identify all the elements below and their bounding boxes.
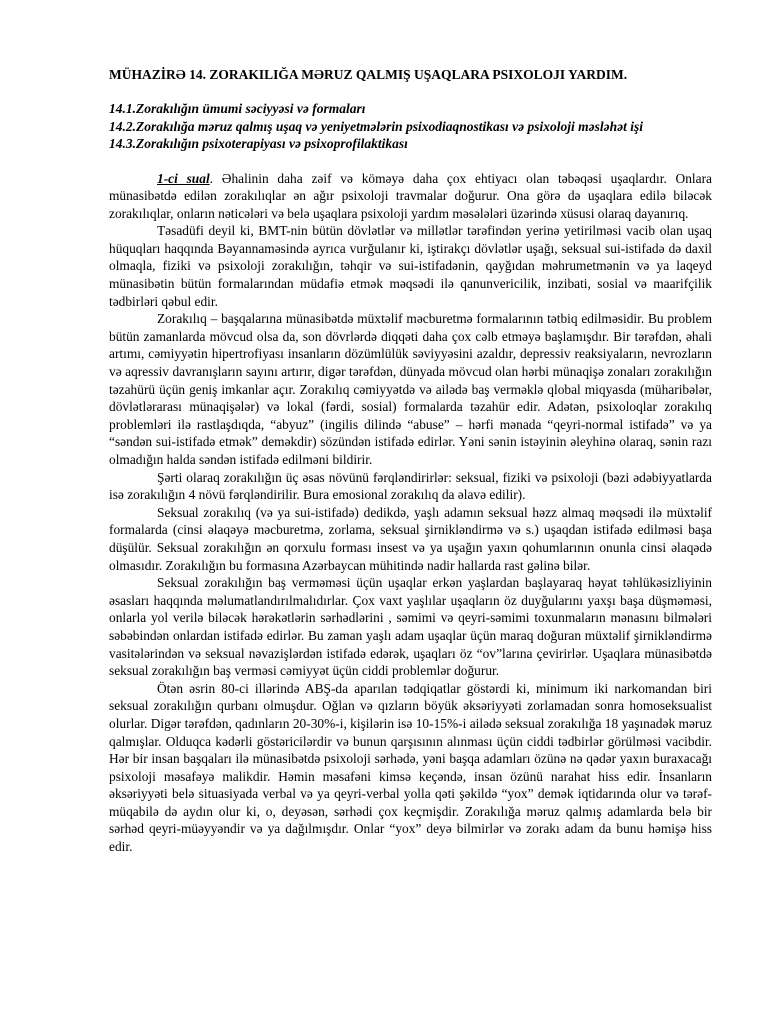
paragraph: Ötən əsrin 80-ci illərində ABŞ-da aparılan tədqiqatlar göstərdi ki, minimum iki narkomandan biri seksual zorakılığın qurbanı olmuşdur. Oğlan və qızların böyük əksəriyyəti zorlamadan sonra homoseksualist olurlar. Digər tərəfdən, qadınların 20-30%-i, kişilərin isə 10-15%-i ailədə seksual zorakılığa 18 yaşınadək məruz qalmışlar. Olduqca kədərli göstəricilərdir və bunun qarşısının alınması üçün ciddi tədbirlər görülməsi vacibdir. Hər bir insan başqaları ilə münasibətdə psixoloji sərhədə, yəni başqa adamları özünə nə qədər yaxın buraxacağı psixoloji məsafəyə malikdir. Həmin məsafəni kimsə keçəndə, insan özünü narahat hiss edir. İnsanların əksəriyyəti belə situasiyada verbal və ya qeyri-verbal yolla qəti şəkildə “yox” demək iqtidarında olur və tərəf-müqabilə də aydın olur ki, o, deyəsən, sərhədi çox keçmişdir. Zorakılığa məruz qalmış adamlarda belə bir sərhəd qeyri-müəyyəndir və ya dağılmışdır. Onlar “yox” deyə bilmirlər və zorakı adam da bunu həmişə hiss edir.	[109, 680, 712, 855]
page-content	[109, 66, 712, 856]
paragraph: Seksual zorakılığın baş verməməsi üçün uşaqlar erkən yaşlardan başlayaraq həyat təhlükəsizliyinin əsasları haqqında məlumatlandırılmalıdırlar. Çox vaxt yaşlılar uşaqların öz duyğularını yaxşı başa düşməməsi, onlarla yol verilə biləcək hərəkətlərin sərhədlərini , səmimi və qeyri-səmimi toxunmaların mənasını bilmələri səbəbindən onlardan istifadə edirlər. Bu zaman yaşlı adam uşaqlar üçün maraq doğuran müxtəlif şirnikləndirmə vasitələrindən və seksual nəvazişlərdən istifadə edərək, uşaqları öz “ov”larına çevirirlər. Uşaqlara münasibətdə seksual zorakılığın baş verməsi cəmiyyət üçün ciddi problemlər doğurur.	[109, 575, 712, 679]
outline-item: 14.1.Zorakılığın ümumi səciyyəsi və formaları	[109, 101, 366, 116]
outline-list	[109, 100, 712, 153]
outline-item: 14.3.Zorakılığın psixoterapiyası və psixoprofilaktikası	[109, 136, 408, 151]
paragraph: Seksual zorakılıq (və ya sui-istifadə) dedikdə, yaşlı adamın seksual həzz almaq məqsədi ilə müxtəlif formalarda (cinsi əlaqəyə məcburetmə, zorlama, seksual şirnikləndirmə və s.) uşaqdan istifadə edilməsi başa düşülür. Seksual zorakılığın ən qorxulu forması insest və ya uşağın yaxın qohumlarının onunla cinsi əlaqədə olmasıdır. Zorakılığın bu formasına Azərbaycan mühitində nadir hallarda rast gəlinə bilər.	[109, 504, 712, 573]
outline-item: 14.2.Zorakılığa məruz qalmış uşaq və yeniyetmələrin psixodiaqnostikası və psixoloji məsləhət işi	[109, 118, 643, 134]
paragraph: Şərti olaraq zorakılığın üç əsas növünü fərqləndirirlər: seksual, fiziki və psixoloji (bəzi ədəbiyyatlarda isə zorakılığın 4 növü fərqləndirilir. Bura emosional zorakılıq da əlavə edilir).	[109, 469, 712, 503]
paragraph: Zorakılıq – başqalarına münasibətdə müxtəlif məcburetmə formalarının tətbiq edilməsidir. Bu problem bütün zamanlarda mövcud olsa da, son dövrlərdə diqqəti daha çox cəlb etməyə başlamışdır. Bir tərəfdən, əhali artımı, cəmiyyətin hipertrofiyası insanların dözümlülük səviyyəsini azaldır, depressiv reaksiyaların, nevrozların və aqressiv davranışların sayını artırır, digər tərəfdən, dünyada mövcud olan hərbi münaqişə zonaları zorakılığın təzahürü üçün geniş imkanlar açır. Zorakılıq cəmiyyətdə və ailədə baş verməklə qlobal miqyasda (müharibələr, dövlətlərarası münaqişələr) və lokal (fərdi, sosial) formalarda təzahür edir. Adətən, psixoloqlar zorakılıq problemləri ilə rastlaşdıqda, “abyuz” (ingilis dilində “abuse” – hərfi mənada “qeyri-normal istifadə” və ya “səndən sui-istifadə etmək” deməkdir) sözündən istifadə edirlər. Yəni sənin istəyinin əleyhinə olaraq, sənin razı olmadığın halda səndən istifadə edilməni bildirir.	[109, 311, 712, 467]
page-title: MÜHAZİRƏ 14. ZORAKILIĞA MƏRUZ QALMIŞ UŞAQLARA PSIXOLOJI YARDIM.	[109, 67, 628, 82]
question-label: 1-ci sual	[157, 170, 210, 186]
paragraph: Təsadüfi deyil ki, BMT-nin bütün dövlətlər və millətlər tərəfindən yerinə yetirilməsi vacib olan uşaq hüquqları haqqında Bəyannaməsində ayrıca vurğulanır ki, iştirakçı dövlətlər uşağı, seksual sui-istifadə də daxil olmaqla, fiziki və psixoloji zorakılığın, təhqir və sui-istifadənin, qayğıdan məhrumetmənin və ya laqeyd münasibətin bütün formalarından müdafiə etmək məqsədi ilə qanunvericilik, inzibati, sosial və maarifçilik tədbirləri qəbul edir.	[109, 223, 712, 309]
paragraph-text: . Əhalinin daha zəif və köməyə daha çox ehtiyacı olan təbəqəsi uşaqlardır. Onlara münasibətdə edilən zorakılıqlar ən ağır psixoloji travmalar doğurur. Ona görə də uşaqlara edilə biləcək zorakılıqlar, onların nəticələri və belə uşaqlara psixoloji yardım məsələləri üzərində xüsusi olaraq dayanırıq.	[109, 170, 712, 221]
paragraph	[109, 170, 712, 223]
body-text	[109, 170, 712, 856]
